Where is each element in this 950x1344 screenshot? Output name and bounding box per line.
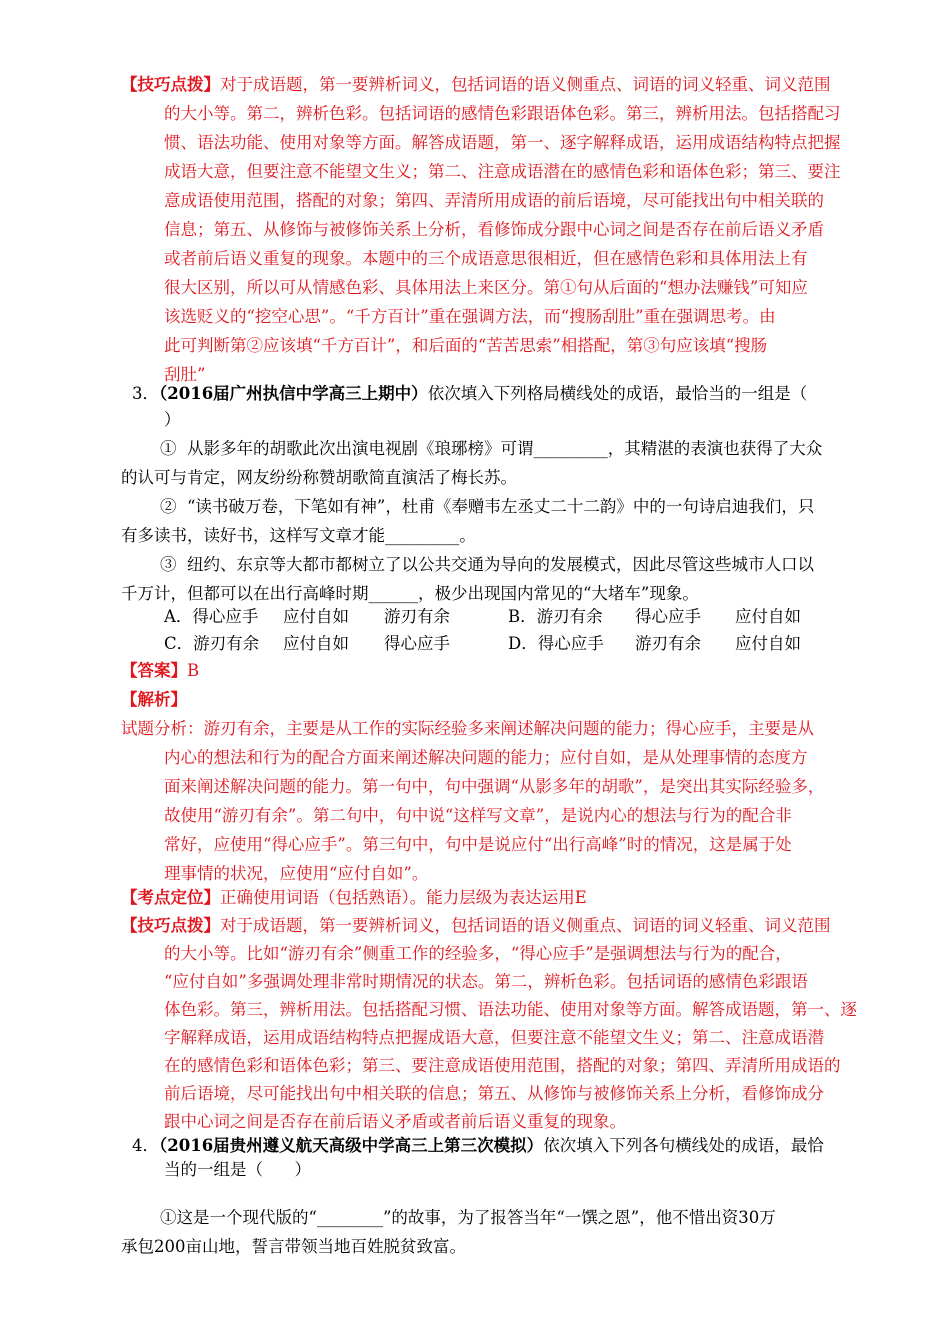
tip-line-9: 该选贬义的“挖空心思”。“千方百计”重在强调方法，而“搜肠刮肚”重在强调思考。由	[164, 307, 776, 326]
q3-sentence-2-cont: 有多读书，读好书，这样写文章才能_________。	[121, 526, 476, 545]
analysis-line-3: 面来阐述解决问题的能力。第一句中，句中强调“从影多年的胡歌”，是突出其实际经验多，	[164, 777, 825, 796]
analysis-line-4: 故使用“游刃有余”。第二句中，句中说“这样写文章”，是说内心的想法与行为的配合非	[164, 806, 792, 825]
kaodian: 【考点定位】正确使用词语（包括熟语）。能力层级为表达运用E	[121, 888, 587, 907]
q4-sentence-1: ①这是一个现代版的“________”的故事，为了报答当年“一馔之恩”，他不惜出资30万	[160, 1208, 776, 1227]
analysis-line-2: 内心的想法和行为的配合方面来阐述解决问题的能力；应付自如，是从处理事情的态度方	[164, 748, 808, 767]
q3-stem: 3．（2016届广州执信中学高三上期中）依次填入下列格局横线处的成语，最恰当的一组是（	[132, 384, 808, 403]
q3-sentence-3-cont: 千万计，但都可以在出行高峰时期______，极少出现国内常见的“大堵车”现象。	[121, 584, 699, 603]
tip-line-11: 刮肚”	[164, 365, 206, 384]
q3-tip-line-1: 【技巧点拨】对于成语题，第一要辨析词义，包括词语的语义侧重点、词语的词义轻重、词义范围	[121, 916, 831, 935]
blank: ______	[368, 584, 418, 603]
tip-line-4: 成语大意，但要注意不能望文生义；第二、注意成语潜在的感情色彩和语体色彩；第三、要注	[164, 162, 841, 181]
q3-tip-label: 【技巧点拨】	[121, 916, 220, 935]
q3-sentence-1-cont: 的认可与肯定，网友纷纷称赞胡歌简直演活了梅长苏。	[121, 468, 517, 487]
q3-tip-line-7: 前后语境，尽可能找出句中相关联的信息；第五、从修饰与被修饰关系上分析，看修饰成分	[164, 1084, 824, 1103]
tip-line-3: 惯、语法功能、使用对象等方面。解答成语题，第一、逐字解释成语，运用成语结构特点把握	[164, 133, 841, 152]
option-a[interactable]: A．得心应手	[164, 607, 259, 626]
q4-sentence-1-cont: 承包200亩山地，誓言带领当地百姓脱贫致富。	[121, 1237, 466, 1256]
option-d-word-3: 应付自如	[735, 634, 801, 653]
option-a-word-2: 应付自如	[283, 607, 349, 626]
answer-label: 【答案】	[121, 661, 187, 680]
tip-label: 【技巧点拨】	[121, 75, 220, 94]
tip-line-6: 信息；第五、从修饰与被修饰关系上分析，看修饰成分跟中心词之间是否存在前后语义矛盾	[164, 220, 824, 239]
tip-line-10: 此可判断第②应该填“千方百计”，和后面的“苦苦思索”相搭配，第③句应该填“搜肠	[164, 336, 768, 355]
answer	[121, 660, 199, 682]
tip-line-8: 很大区别，所以可从情感色彩、具体用法上来区分。第①句从后面的“想办法赚钱”可知应	[164, 278, 808, 297]
analysis-line-1: 试题分析：游刃有余，主要是从工作的实际经验多来阐述解决问题的能力；得心应手，主要是从	[121, 719, 814, 738]
q3-tip-line-5: 字解释成语，运用成语结构特点把握成语大意，但要注意不能望文生义；第二、注意成语潜	[164, 1028, 824, 1047]
q3-number: 3．	[132, 384, 159, 403]
q3-sentence-3: ③ 纽约、东京等大都市都树立了以公共交通为导向的发展模式，因此尽管这些城市人口以	[160, 555, 814, 574]
blank: _________	[533, 439, 608, 458]
tip-line-2: 的大小等。第二，辨析色彩。包括词语的感情色彩跟语体色彩。第三，辨析用法。包括搭配习	[164, 104, 841, 123]
q3-tip-line-3: “应付自如”多强调处理非常时期情况的状态。第二，辨析色彩。包括词语的感情色彩跟语	[164, 972, 808, 991]
tip-line-5: 意成语使用范围，搭配的对象；第四、弄清所用成语的前后语境，尽可能找出句中相关联的	[164, 191, 824, 210]
q4-stem-cont: 当的一组是（ ）	[164, 1160, 311, 1179]
option-d[interactable]: D．得心应手	[508, 634, 604, 653]
option-c-word-3: 得心应手	[384, 634, 450, 653]
analysis-label: 【解析】	[121, 690, 187, 709]
analysis-line-5: 常好，应使用“得心应手”。第三句中，句中是说应付“出行高峰”时的情况，这是属于处	[164, 835, 792, 854]
option-c-word-2: 应付自如	[283, 634, 349, 653]
q3-sentence-2: ② “读书破万卷，下笔如有神”，杜甫《奉赠韦左丞丈二十二韵》中的一句诗启迪我们，只	[160, 497, 815, 516]
q3-tip-line-6: 在的感情色彩和语体色彩；第三、要注意成语使用范围，搭配的对象；第四、弄清所用成语的	[164, 1056, 841, 1075]
q3-sentence-1: ① 从影多年的胡歌此次出演电视剧《琅琊榜》可谓_________，其精湛的表演也获得了大众	[160, 439, 823, 458]
q3-tip-line-2: 的大小等。比如“游刃有余”侧重工作的经验多，“得心应手”是强调想法与行为的配合，	[164, 944, 792, 963]
option-a-word-3: 游刃有余	[384, 607, 450, 626]
tip-line-7: 或者前后语义重复的现象。本题中的三个成语意思很相近，但在感情色彩和具体用法上有	[164, 249, 808, 268]
q3-stem-end: ）	[164, 410, 181, 429]
blank: ________	[316, 1208, 383, 1227]
q4-number: 4．	[132, 1136, 159, 1155]
blank: _________	[385, 526, 460, 545]
q3-tip-line-4: 体色彩。第三，辨析用法。包括搭配习惯、语法功能、使用对象等方面。解答成语题，第一、逐	[164, 1000, 857, 1019]
tip-line-1: 【技巧点拨】对于成语题，第一要辨析词义，包括词语的语义侧重点、词语的词义轻重、词义范围	[121, 75, 831, 94]
analysis-line-6: 理事情的状况，应使用“应付自如”。	[164, 864, 429, 883]
option-c[interactable]: C．游刃有余	[164, 634, 260, 653]
kaodian-label: 【考点定位】	[121, 888, 220, 907]
option-b[interactable]: B．游刃有余	[508, 607, 603, 626]
q3-source: （2016届广州执信中学高三上期中）	[159, 384, 428, 403]
option-b-word-3: 应付自如	[735, 607, 801, 626]
option-d-word-2: 游刃有余	[635, 634, 701, 653]
option-b-word-2: 得心应手	[635, 607, 701, 626]
q4-source: （2016届贵州遵义航天高级中学高三上第三次模拟）	[159, 1136, 544, 1155]
q3-tip-line-8: 跟中心词之间是否存在前后语义矛盾或者前后语义重复的现象。	[164, 1112, 626, 1131]
answer-value: B	[187, 661, 200, 680]
q4-stem: 4．（2016届贵州遵义航天高级中学高三上第三次模拟）依次填入下列各句横线处的成语，最恰	[132, 1136, 824, 1155]
